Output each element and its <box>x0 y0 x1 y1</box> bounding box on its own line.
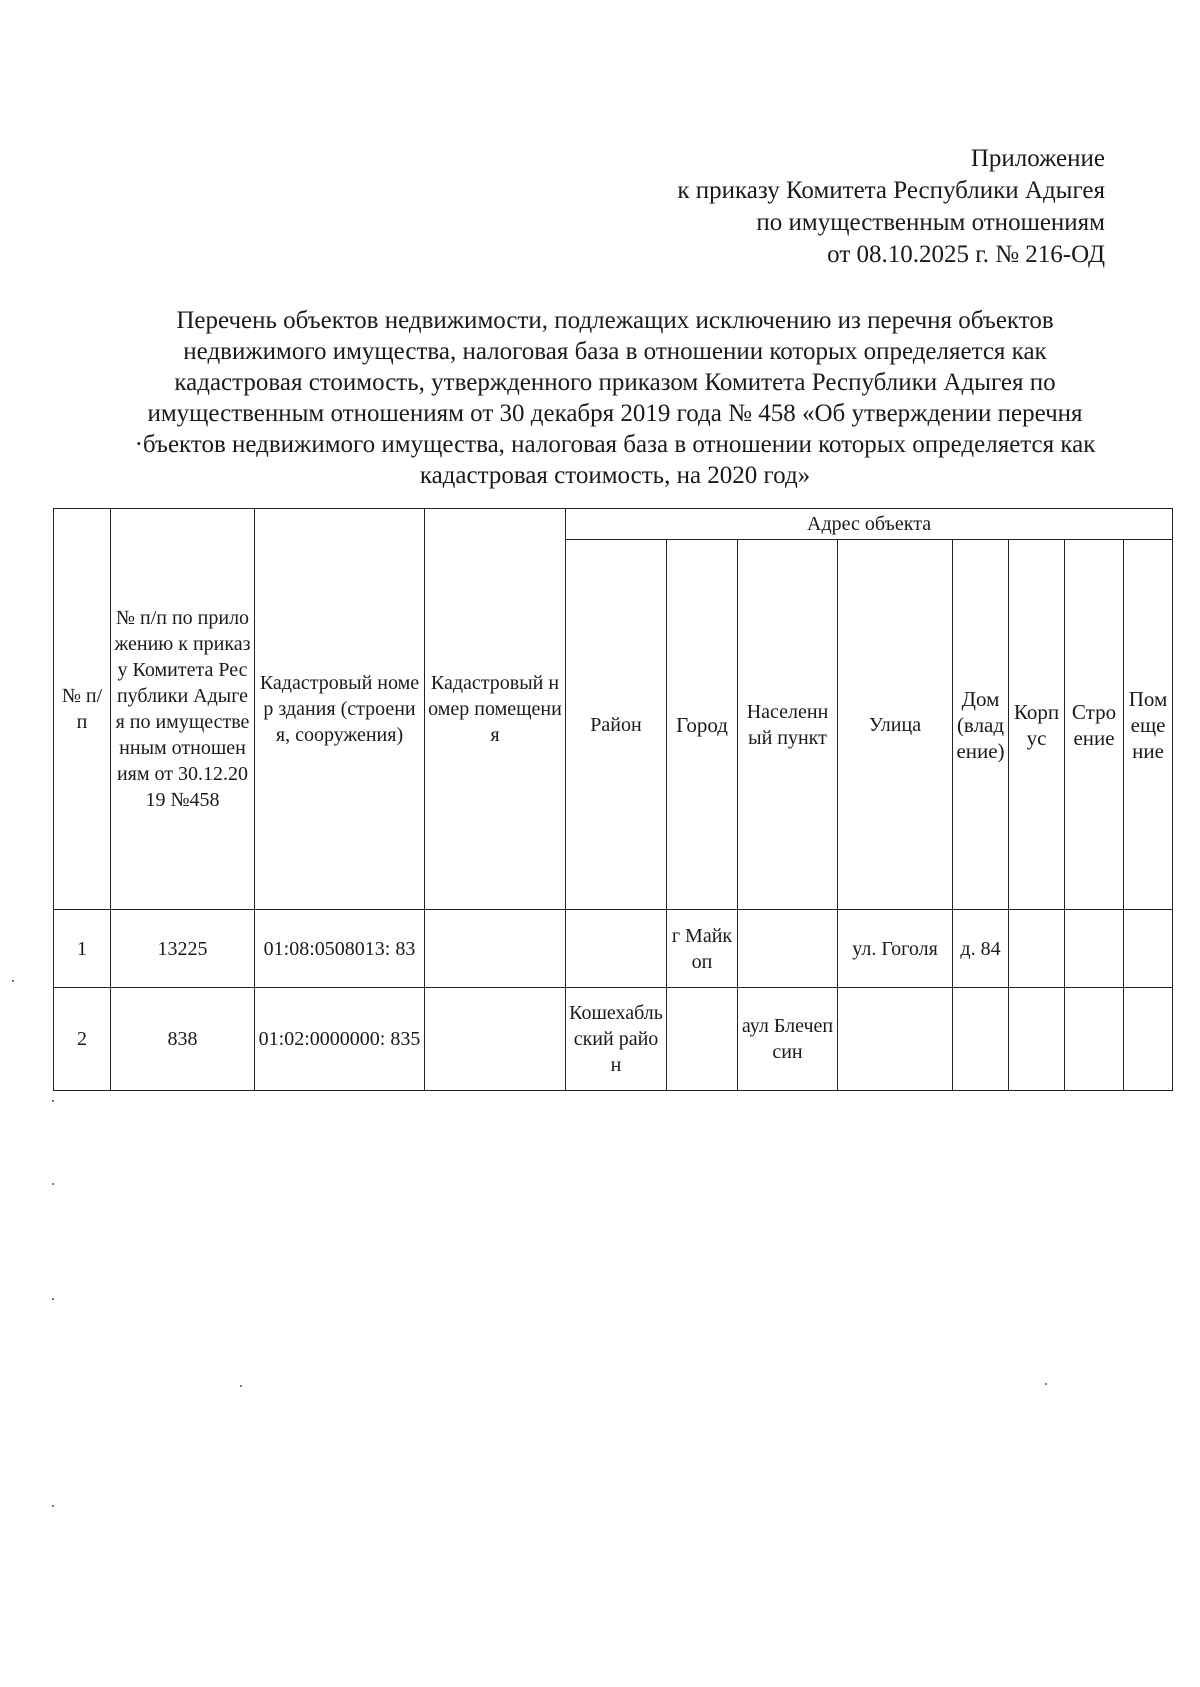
header-num: № п/п <box>54 509 111 910</box>
cell-settlement: аул Блечепсин <box>738 988 838 1091</box>
scan-speck <box>52 1183 54 1185</box>
cell-city: г Майкоп <box>667 910 738 988</box>
cell-num-in-annex: 13225 <box>111 910 255 988</box>
title-line-1: Перечень объектов недвижимости, подлежащих исключению из перечня объектов <box>176 307 1054 334</box>
header-cadastral-building: Кадастровый номер здания (строения, сооружения) <box>255 509 425 910</box>
title-line-2: недвижимого имущества, налоговая база в отношении которых определяется как <box>183 338 1047 365</box>
header-building: Строение <box>1065 540 1124 910</box>
cell-district <box>566 910 667 988</box>
cell-building <box>1065 988 1124 1091</box>
scan-speck <box>12 980 14 982</box>
cell-num: 2 <box>54 988 111 1091</box>
scan-speck <box>52 1505 54 1507</box>
cell-street <box>838 988 953 1091</box>
cell-num: 1 <box>54 910 111 988</box>
cell-settlement <box>738 910 838 988</box>
annex-line-1: Приложение <box>970 145 1105 172</box>
header-address-group: Адрес объекта <box>566 509 1173 540</box>
annex-line-4: от 08.10.2025 г. № 216-ОД <box>827 241 1105 268</box>
annex-line-3: по имущественным отношениям <box>756 209 1105 236</box>
annex-header <box>677 143 1105 271</box>
cell-cadastral-room <box>425 988 566 1091</box>
header-settlement: Населенный пункт <box>738 540 838 910</box>
cell-premises <box>1124 910 1173 988</box>
cell-corpus <box>1009 910 1065 988</box>
cell-street: ул. Гоголя <box>838 910 953 988</box>
table-header-group-row <box>54 509 1173 540</box>
header-city: Город <box>667 540 738 910</box>
cell-cadastral-room <box>425 910 566 988</box>
annex-line-2: к приказу Комитета Республики Адыгея <box>677 177 1105 204</box>
cell-city <box>667 988 738 1091</box>
cell-cadastral-building: 01:02:0000000: 835 <box>255 988 425 1091</box>
scan-speck <box>52 1298 54 1300</box>
header-num-in-annex: № п/п по приложению к приказу Комитета Республики Адыгея по имущественным отношениям от 30.12.2019 №458 <box>111 509 255 910</box>
table-row <box>54 988 1173 1091</box>
cell-house <box>953 988 1009 1091</box>
scan-speck <box>240 1385 242 1387</box>
title-line-4: имущественным отношениям от 30 декабря 2019 года № 458 «Об утверждении перечня <box>147 400 1083 427</box>
cell-building <box>1065 910 1124 988</box>
header-house: Дом (владение) <box>953 540 1009 910</box>
objects-table <box>53 508 1173 1091</box>
table-row <box>54 910 1173 988</box>
header-corpus: Корпус <box>1009 540 1065 910</box>
header-cadastral-room: Кадастровый номер помещения <box>425 509 566 910</box>
header-premises: Помещение <box>1124 540 1173 910</box>
cell-cadastral-building: 01:08:0508013: 83 <box>255 910 425 988</box>
cell-house: д. 84 <box>953 910 1009 988</box>
scan-speck <box>52 1100 54 1102</box>
cell-num-in-annex: 838 <box>111 988 255 1091</box>
scan-speck <box>1045 1383 1047 1385</box>
title-line-3: кадастровая стоимость, утвержденного приказом Комитета Республики Адыгея по <box>174 369 1056 396</box>
cell-district: Кошехабльский район <box>566 988 667 1091</box>
header-district: Район <box>566 540 667 910</box>
cell-premises <box>1124 988 1173 1091</box>
title-line-5: ·бъектов недвижимого имущества, налоговая база в отношении которых определяется как <box>134 431 1096 458</box>
header-street: Улица <box>838 540 953 910</box>
cell-corpus <box>1009 988 1065 1091</box>
document-title <box>95 305 1135 491</box>
title-line-6: кадастровая стоимость, на 2020 год» <box>419 462 811 489</box>
